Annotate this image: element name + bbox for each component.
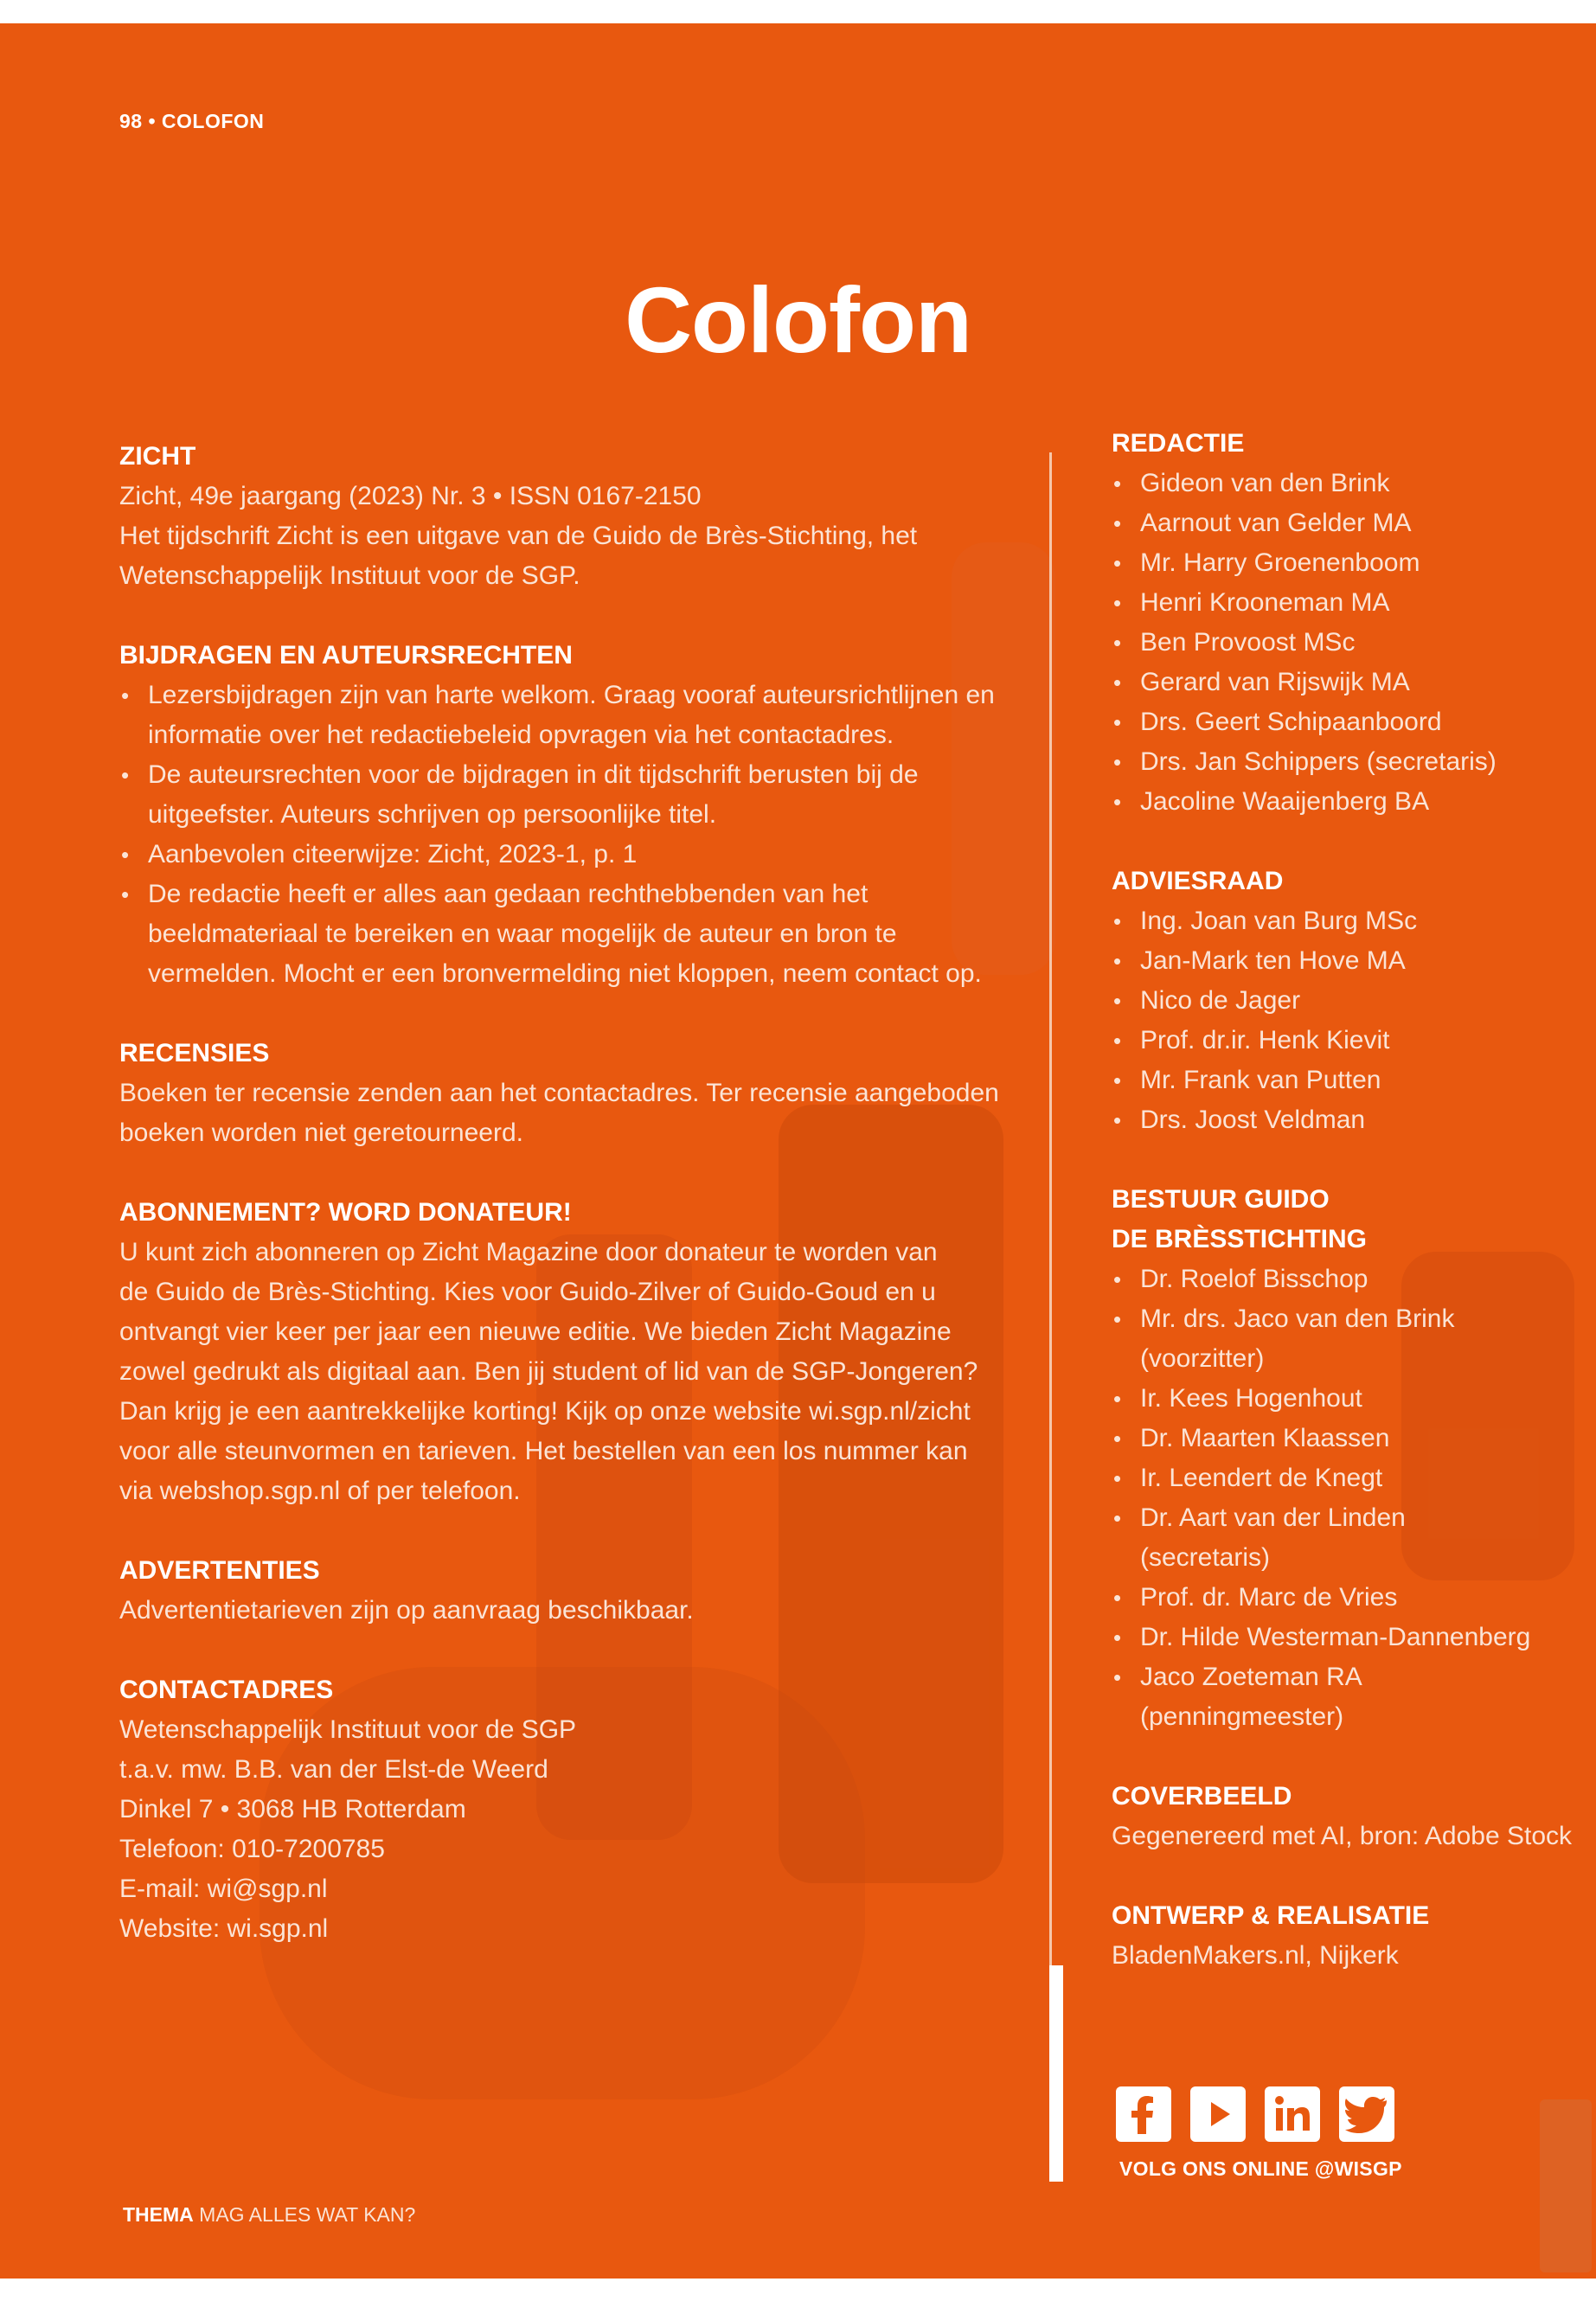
list-item: • De redactie heeft er alles aan gedaan rechthebbenden van het beeldmateriaal te bereiken en waar mogelijk de auteur en bron te vermelden. Mocht er een bronvermelding niet kloppen, neem contact op. <box>119 875 1019 994</box>
linkedin-icon[interactable] <box>1265 2086 1320 2142</box>
section-heading: ADVIESRAAD <box>1112 867 1284 895</box>
section-contactadres <box>119 1670 1019 1949</box>
email-line: E-mail: wi@sgp.nl <box>119 1875 328 1903</box>
text-line: de Guido de Brès-Stichting. Kies voor Guido-Zilver of Guido-Goud en u <box>119 1278 936 1306</box>
text-line: boeken worden niet geretourneerd. <box>119 1118 523 1147</box>
website-line: Website: wi.sgp.nl <box>119 1914 329 1943</box>
list-item: • Mr. Frank van Putten <box>1112 1061 1596 1100</box>
text-line: Het tijdschrift Zicht is een uitgave van de Guido de Brès-Stichting, het <box>119 522 918 550</box>
section-heading: CONTACTADRES <box>119 1676 334 1704</box>
social-caption: VOLG ONS ONLINE @WISGP <box>1119 2157 1402 2180</box>
page-title: Colofon <box>625 267 971 372</box>
text-line: Boeken ter recensie zenden aan het contactadres. Ter recensie aangeboden <box>119 1079 999 1107</box>
footer-thema-label: THEMA <box>123 2203 194 2226</box>
section-heading: ONTWERP & REALISATIE <box>1112 1901 1430 1930</box>
list-item: • Drs. Joost Veldman <box>1112 1100 1596 1140</box>
text-line: Wetenschappelijk Instituut voor de SGP <box>119 1715 577 1744</box>
list-item: • Drs. Geert Schipaanboord <box>1112 702 1596 742</box>
social-links <box>1116 2086 1394 2142</box>
text-line: voor alle steunvormen en tarieven. Het bestellen van een los nummer kan <box>119 1437 968 1465</box>
list-item: • Dr. Aart van der Linden (secretaris) <box>1112 1498 1596 1578</box>
list-item: • Gideon van den Brink <box>1112 464 1596 503</box>
list-item: • De auteursrechten voor de bijdragen in dit tijdschrift berusten bij de uitgeefster. Auteurs schrijven op persoonlijke titel. <box>119 755 1019 835</box>
list-item: • Ir. Leendert de Knegt <box>1112 1458 1596 1498</box>
section-bijdragen <box>119 636 1019 994</box>
section-bestuur <box>1112 1180 1596 1737</box>
section-heading: ABONNEMENT? WORD DONATEUR! <box>119 1198 572 1227</box>
section-coverbeeld <box>1112 1777 1596 1856</box>
section-heading: BESTUUR GUIDO <box>1112 1185 1330 1214</box>
section-adviesraad <box>1112 862 1596 1140</box>
list-item: • Prof. dr.ir. Henk Kievit <box>1112 1021 1596 1061</box>
text-line: Dinkel 7 • 3068 HB Rotterdam <box>119 1795 466 1823</box>
text-line: zowel gedrukt als digitaal aan. Ben jij student of lid van de SGP-Jongeren? <box>119 1357 978 1386</box>
list-item: • Gerard van Rijswijk MA <box>1112 663 1596 702</box>
list-item: • Dr. Roelof Bisschop <box>1112 1259 1596 1299</box>
list-item: • Jacoline Waaijenberg BA <box>1112 782 1596 822</box>
left-column <box>119 437 1019 1989</box>
text-line: Dan krijg je een aantrekkelijke korting! Kijk op onze website wi.sgp.nl/zicht <box>119 1397 971 1426</box>
list-item: • Dr. Hilde Westerman-Dannenberg <box>1112 1618 1596 1657</box>
list-item: • Aanbevolen citeerwijze: Zicht, 2023-1, p. 1 <box>119 835 1019 875</box>
list-item: • Ir. Kees Hogenhout <box>1112 1379 1596 1419</box>
twitter-icon[interactable] <box>1339 2086 1394 2142</box>
list-item: • Aarnout van Gelder MA <box>1112 503 1596 543</box>
list-item: • Prof. dr. Marc de Vries <box>1112 1578 1596 1618</box>
column-divider-accent <box>1049 1965 1063 2182</box>
section-heading: REDACTIE <box>1112 429 1245 458</box>
text-line: BladenMakers.nl, Nijkerk <box>1112 1941 1399 1970</box>
list-item: • Jan-Mark ten Hove MA <box>1112 941 1596 981</box>
section-advertenties <box>119 1551 1019 1631</box>
section-heading: BIJDRAGEN EN AUTEURSRECHTEN <box>119 641 573 670</box>
right-column <box>1112 424 1596 2016</box>
section-heading: RECENSIES <box>119 1039 270 1067</box>
list-item: • Drs. Jan Schippers (secretaris) <box>1112 742 1596 782</box>
page-footer <box>123 2203 415 2227</box>
list-item: • Nico de Jager <box>1112 981 1596 1021</box>
text-line: Telefoon: 010-7200785 <box>119 1835 385 1863</box>
list-item: • Mr. drs. Jaco van den Brink (voorzitter) <box>1112 1299 1596 1379</box>
section-heading: ZICHT <box>119 442 196 471</box>
text-line: Gegenereerd met AI, bron: Adobe Stock <box>1112 1822 1573 1850</box>
text-line: Wetenschappelijk Instituut voor de SGP. <box>119 561 580 590</box>
list-item: • Jaco Zoeteman RA (penningmeester) <box>1112 1657 1596 1737</box>
section-abonnement <box>119 1193 1019 1511</box>
section-heading: COVERBEELD <box>1112 1782 1292 1811</box>
text-line: via webshop.sgp.nl of per telefoon. <box>119 1477 521 1505</box>
facebook-icon[interactable] <box>1116 2086 1171 2142</box>
list-item: • Ing. Joan van Burg MSc <box>1112 901 1596 941</box>
list-item: • Henri Krooneman MA <box>1112 583 1596 623</box>
list-item: • Dr. Maarten Klaassen <box>1112 1419 1596 1458</box>
page-label: 98 • COLOFON <box>119 110 265 132</box>
section-redactie <box>1112 424 1596 822</box>
text-line: Zicht, 49e jaargang (2023) Nr. 3 • ISSN 0167-2150 <box>119 482 702 510</box>
section-zicht <box>119 437 1019 596</box>
footer-thema-text: MAG ALLES WAT KAN? <box>199 2203 416 2226</box>
section-heading: DE BRÈSSTICHTING <box>1112 1225 1368 1253</box>
text-line: U kunt zich abonneren op Zicht Magazine door donateur te worden van <box>119 1238 938 1266</box>
list-item: • Ben Provoost MSc <box>1112 623 1596 663</box>
section-recensies <box>119 1034 1019 1153</box>
section-ontwerp <box>1112 1896 1596 1976</box>
list-item: • Mr. Harry Groenenboom <box>1112 543 1596 583</box>
section-heading: ADVERTENTIES <box>119 1556 320 1585</box>
column-divider <box>1049 452 1052 1966</box>
text-line: Advertentietarieven zijn op aanvraag beschikbaar. <box>119 1596 694 1625</box>
list-item: • Lezersbijdragen zijn van harte welkom. Graag vooraf auteursrichtlijnen en informatie over het redactiebeleid opvragen via het contactadres. <box>119 676 1019 755</box>
youtube-icon[interactable] <box>1190 2086 1246 2142</box>
text-line: ontvangt vier keer per jaar een nieuwe editie. We bieden Zicht Magazine <box>119 1317 952 1346</box>
background-photo-shape <box>1540 2099 1592 2272</box>
text-line: t.a.v. mw. B.B. van der Elst-de Weerd <box>119 1755 548 1784</box>
page <box>0 23 1596 2279</box>
